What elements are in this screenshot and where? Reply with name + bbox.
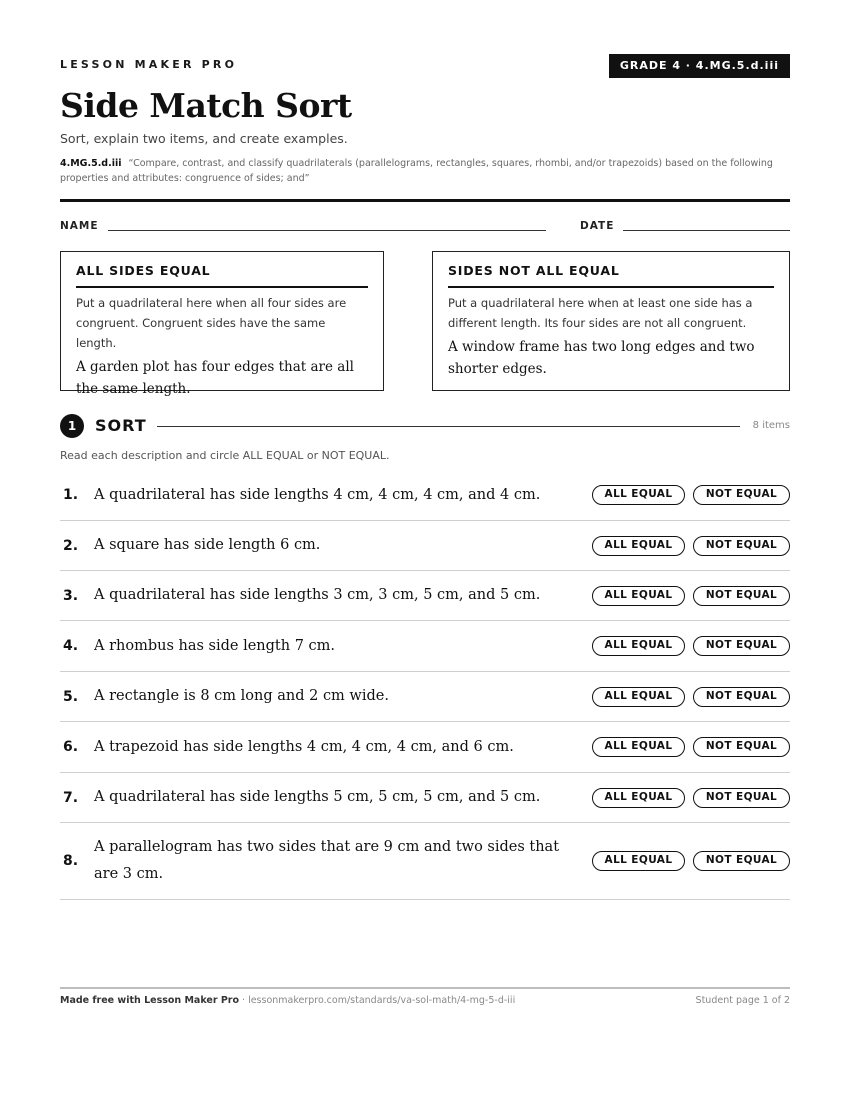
item-number: 3. bbox=[63, 587, 79, 604]
not-equal-option[interactable]: NOT EQUAL bbox=[693, 485, 790, 505]
all-equal-option[interactable]: ALL EQUAL bbox=[592, 536, 685, 556]
name-date-row bbox=[60, 220, 790, 236]
section-title: SORT bbox=[95, 416, 147, 435]
item-text: A rhombus has side length 7 cm. bbox=[94, 637, 336, 654]
item-number: 7. bbox=[63, 789, 79, 806]
brand-name: LESSON MAKER PRO bbox=[60, 58, 238, 71]
page-subtitle: Sort, explain two items, and create examples. bbox=[60, 131, 348, 146]
category-card-not-equal bbox=[432, 251, 790, 391]
list-item bbox=[60, 773, 790, 823]
list-item bbox=[60, 521, 790, 571]
standard-code: 4.MG.5.d.iii bbox=[60, 158, 122, 169]
worksheet-page bbox=[60, 0, 790, 1100]
name-field[interactable] bbox=[108, 230, 546, 231]
item-number: 6. bbox=[63, 739, 79, 755]
category-title: ALL SIDES EQUAL bbox=[76, 263, 368, 288]
all-equal-option[interactable]: ALL EQUAL bbox=[592, 636, 685, 656]
footer-divider bbox=[60, 987, 790, 989]
all-equal-option[interactable]: ALL EQUAL bbox=[592, 687, 685, 707]
item-count: 8 items bbox=[752, 420, 790, 431]
section-number-badge: 1 bbox=[60, 414, 84, 438]
not-equal-option[interactable]: NOT EQUAL bbox=[693, 687, 790, 707]
item-text: A rectangle is 8 cm long and 2 cm wide. bbox=[94, 688, 389, 704]
not-equal-option[interactable]: NOT EQUAL bbox=[693, 636, 790, 656]
list-item bbox=[60, 722, 790, 773]
category-example: A window frame has two long edges and two shorter edges. bbox=[448, 339, 755, 377]
grade-badge: GRADE 4 · 4.MG.5.d.iii bbox=[609, 54, 790, 78]
item-text: A square has side length 6 cm. bbox=[94, 537, 321, 553]
item-text: A quadrilateral has side lengths 4 cm, 4 cm, 4 cm, and 4 cm. bbox=[94, 486, 541, 503]
not-equal-option[interactable]: NOT EQUAL bbox=[693, 586, 790, 606]
section-instructions: Read each description and circle ALL EQUAL or NOT EQUAL. bbox=[60, 449, 390, 462]
item-number: 4. bbox=[63, 638, 79, 654]
standard-reference bbox=[60, 156, 790, 186]
name-label: NAME bbox=[60, 220, 99, 232]
section-header bbox=[60, 414, 790, 438]
sort-item-list bbox=[60, 470, 790, 900]
list-item bbox=[60, 672, 790, 722]
item-text: A quadrilateral has side lengths 3 cm, 3 cm, 5 cm, and 5 cm. bbox=[94, 587, 541, 603]
all-equal-option[interactable]: ALL EQUAL bbox=[592, 485, 685, 505]
item-number: 2. bbox=[63, 537, 79, 554]
page-title: Side Match Sort bbox=[60, 86, 352, 125]
category-description: Put a quadrilateral here when all four sides are congruent. Congruent sides have the same length. bbox=[76, 296, 347, 350]
not-equal-option[interactable]: NOT EQUAL bbox=[693, 737, 790, 757]
item-text: A trapezoid has side lengths 4 cm, 4 cm, 4 cm, and 6 cm. bbox=[94, 738, 514, 755]
not-equal-option[interactable]: NOT EQUAL bbox=[693, 536, 790, 556]
footer-url: · lessonmakerpro.com/standards/va-sol-math/4-mg-5-d-iii bbox=[239, 995, 516, 1006]
date-label: DATE bbox=[580, 220, 615, 232]
item-text: A parallelogram has two sides that are 9 cm and two sides that are 3 cm. bbox=[94, 839, 560, 882]
standard-text: “Compare, contrast, and classify quadrilaterals (parallelograms, rectangles, squares, rhombi, and/or trapezoids) based on the following properties and attributes: congruence of sides; and” bbox=[60, 158, 773, 184]
list-item bbox=[60, 571, 790, 621]
page-footer bbox=[60, 994, 790, 1008]
list-item bbox=[60, 823, 790, 900]
item-number: 5. bbox=[63, 688, 79, 705]
category-example: A garden plot has four edges that are all the same length. bbox=[76, 359, 354, 397]
section-divider bbox=[157, 426, 740, 427]
not-equal-option[interactable]: NOT EQUAL bbox=[693, 851, 790, 871]
item-text: A quadrilateral has side lengths 5 cm, 5 cm, 5 cm, and 5 cm. bbox=[94, 789, 541, 805]
category-card-all-equal bbox=[60, 251, 384, 397]
not-equal-option[interactable]: NOT EQUAL bbox=[693, 788, 790, 808]
list-item bbox=[60, 621, 790, 672]
category-description: Put a quadrilateral here when at least one side has a different length. Its four sides are not all congruent. bbox=[448, 296, 753, 330]
item-number: 8. bbox=[63, 853, 79, 869]
all-equal-option[interactable]: ALL EQUAL bbox=[592, 851, 685, 871]
header-divider bbox=[60, 199, 790, 202]
all-equal-option[interactable]: ALL EQUAL bbox=[592, 788, 685, 808]
page-number: Student page 1 of 2 bbox=[695, 995, 790, 1006]
category-title: SIDES NOT ALL EQUAL bbox=[448, 263, 774, 288]
all-equal-option[interactable]: ALL EQUAL bbox=[592, 737, 685, 757]
footer-credit: Made free with Lesson Maker Pro bbox=[60, 995, 240, 1006]
all-equal-option[interactable]: ALL EQUAL bbox=[592, 586, 685, 606]
item-number: 1. bbox=[63, 487, 79, 503]
date-field[interactable] bbox=[623, 230, 790, 231]
list-item bbox=[60, 470, 790, 521]
